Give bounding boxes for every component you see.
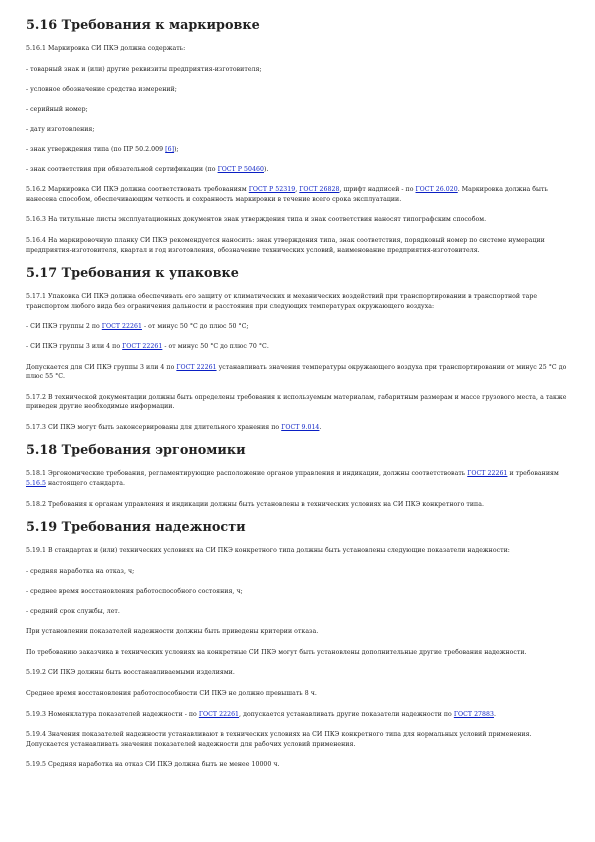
paragraph-recovery-time: Среднее время восстановления работоспособности СИ ПКЭ не должно превышать 8 ч. — [26, 689, 317, 697]
link-gost-22261[interactable]: ГОСТ 22261 — [122, 343, 163, 351]
link-gost-26828[interactable]: ГОСТ 26828 — [299, 186, 340, 194]
list-item: - средний срок службы, лет. — [26, 608, 120, 616]
paragraph-5-19-1: 5.19.1 В стандартах и (или) технических условиях на СИ ПКЭ конкретного типа должны быть установлены следующие показатели надежности: — [26, 547, 510, 555]
list-item: - серийный номер; — [26, 105, 88, 113]
paragraph-5-17-1: 5.17.1 Упаковка СИ ПКЭ должна обеспечивать его защиту от климатических и механических воздействий при транспортировании в транспортной таре транспортом любого вида без ограничения дальности и расстояния при следующих температурах окружающего воздуха: — [26, 293, 538, 310]
link-gost-26-020[interactable]: ГОСТ 26.020 — [415, 186, 458, 194]
list-item: - дату изготовления; — [26, 125, 95, 133]
section-heading-5-16: 5.16 Требования к маркировке — [26, 18, 260, 33]
link-gost-22261[interactable]: ГОСТ 22261 — [176, 363, 217, 371]
link-section-5-16-5[interactable]: 5.16.5 — [26, 480, 46, 488]
link-gost-r-52319[interactable]: ГОСТ Р 52319 — [248, 186, 296, 194]
list-item: - СИ ПКЭ группы 2 по ГОСТ 22261 - от минус 50 °С до плюс 50 °С; — [26, 323, 249, 331]
paragraph-5-19-3: 5.19.3 Номенклатура показателей надежности - по ГОСТ 22261, допускается устанавливать другие показатели надежности по ГОСТ 27883. — [26, 710, 497, 718]
list-item: - СИ ПКЭ группы 3 или 4 по ГОСТ 22261 - от минус 50 °С до плюс 70 °С. — [26, 343, 269, 351]
paragraph-failure-criteria: При установлении показателей надежности должны быть приведены критерии отказа. — [26, 628, 319, 636]
paragraph-5-16-4: 5.16.4 На маркировочную планку СИ ПКЭ рекомендуется наносить: знак утверждения типа, знак соответствия, порядковый номер по системе нумерации предприятия-изготовителя, квартал и год изготовления, обозначение технических условий, наименование предприятия-изготовителя. — [26, 236, 545, 254]
document-page — [26, 18, 572, 781]
link-gost-27883[interactable]: ГОСТ 27883 — [453, 710, 495, 718]
paragraph-5-16-2: 5.16.2 Маркировка СИ ПКЭ должна соответствовать требованиям ГОСТ Р 52319, ГОСТ 26828, шрифт надписей - по ГОСТ 26.020. Маркировка должна быть нанесена способом, обеспечивающим четкость и сохранность маркировки в течение всего срока эксплуатации. — [26, 186, 548, 203]
link-gost-22261[interactable]: ГОСТ 22261 — [198, 710, 240, 718]
paragraph-5-19-5: 5.19.5 Средняя наработка на отказ СИ ПКЭ должна быть не менее 10000 ч. — [26, 761, 280, 769]
paragraph-customer-requirements: По требованию заказчика в технических условиях на конкретные СИ ПКЭ могут быть установлены дополнительные другие требования надежности. — [26, 648, 527, 656]
link-gost-22261[interactable]: ГОСТ 22261 — [101, 323, 142, 331]
paragraph-5-17-2: 5.17.2 В технической документации должны быть определены требования к используемым материалам, габаритным размерам и массе грузового места, а также приведен другие необходимые информации. — [26, 393, 567, 411]
paragraph-5-18-1: 5.18.1 Эргономические требования, регламентирующие расположение органов управления и индикации, должны соответствовать ГОСТ 22261 и требованиям 5.16.5 настоящего стандарта. — [26, 470, 559, 488]
section-heading-5-18: 5.18 Требования эргономики — [26, 443, 246, 459]
paragraph-5-17-3: 5.17.3 СИ ПКЭ могут быть законсервированы для длительного хранения по ГОСТ 9.014. — [26, 423, 322, 431]
paragraph-5-18-2: 5.18.2 Требования к органам управления и индикации должны быть установлены в технических условиях на СИ ПКЭ конкретного типа. — [26, 500, 484, 508]
reference-link-6[interactable]: [6] — [165, 145, 175, 153]
list-item: - условное обозначение средства измерений; — [26, 85, 177, 93]
link-gost-9-014[interactable]: ГОСТ 9.014 — [281, 423, 320, 431]
link-gost-22261[interactable]: ГОСТ 22261 — [467, 470, 508, 478]
paragraph-5-19-4: 5.19.4 Значения показателей надежности устанавливают в технических условиях на СИ ПКЭ конкретного типа для нормальных условий применения. Допускается устанавливать значения показателей надежности для рабочих условий применения. — [26, 731, 532, 748]
section-heading-5-19: 5.19 Требования надежности — [26, 520, 246, 536]
list-item: - средняя наработка на отказ, ч; — [26, 567, 135, 575]
link-gost-r-50460[interactable]: ГОСТ Р 50460 — [217, 166, 264, 174]
section-heading-5-17: 5.17 Требования к упаковке — [26, 266, 239, 282]
paragraph-5-16-1: 5.16.1 Маркировка СИ ПКЭ должна содержать: — [26, 45, 186, 52]
paragraph-5-16-3: 5.16.3 На титульные листы эксплуатационных документов знак утверждения типа и знак соответствия наносят типографским способом. — [26, 216, 487, 224]
list-item: - знак утверждения типа (по ПР 50.2.009 [6]); — [26, 145, 179, 153]
list-item: - среднее время восстановления работоспособного состояния, ч; — [26, 587, 243, 595]
list-item: - знак соответствия при обязательной сертификации (по ГОСТ Р 50460). — [26, 166, 269, 174]
paragraph-5-17-1-note: Допускается для СИ ПКЭ группы 3 или 4 по ГОСТ 22261 устанавливать значения температуры окружающего воздуха при транспортировании от минус 25 °С до плюс 55 °С. — [26, 363, 567, 381]
paragraph-5-19-2: 5.19.2 СИ ПКЭ должны быть восстанавливаемыми изделиями. — [26, 669, 235, 677]
list-item: - товарный знак и (или) другие реквизиты предприятия-изготовителя; — [26, 65, 262, 73]
